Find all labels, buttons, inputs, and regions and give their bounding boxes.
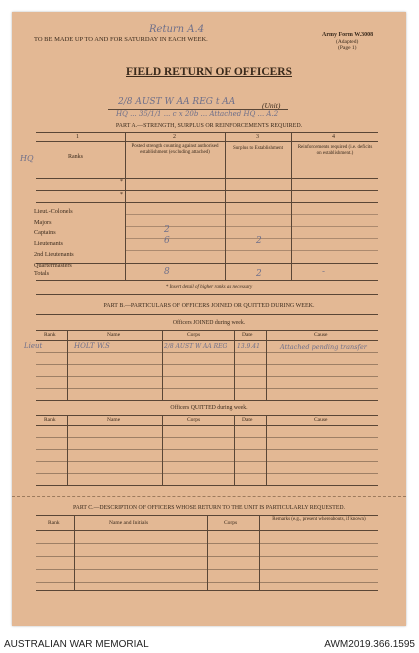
margin-note: HQ	[20, 154, 34, 163]
quitted-header-cause: Cause	[314, 417, 328, 423]
joined-header-cause: Cause	[314, 332, 328, 338]
rank-2nd-lieutenants: 2nd Lieutenants	[34, 251, 74, 258]
col-number-2: 2	[173, 134, 176, 140]
rank-lieut-colonels: Lieut.-Colonels	[34, 208, 73, 215]
joined-date: 13.9.41	[237, 343, 260, 350]
rank-majors: Majors	[34, 219, 52, 226]
part-a-bottom-rule	[36, 294, 378, 295]
part-c-header-name: Name and Initials	[109, 520, 149, 526]
col-header-posted: Posted strength counting against authorised establishment (excluding attached)	[131, 144, 219, 155]
footer-source: AUSTRALIAN WAR MEMORIAL	[4, 639, 149, 650]
joined-corps: 2/8 AUST W AA REG	[164, 343, 228, 350]
form-page: (Page 1)	[338, 45, 357, 51]
part-c-header-rank: Rank	[48, 520, 60, 526]
footer-id: AWM2019.366.1595	[324, 639, 415, 650]
footer-bar	[0, 636, 419, 653]
rank-captains: Captains	[34, 229, 56, 236]
form-adapted: (Adapted)	[336, 39, 359, 45]
asterisk-1: *	[120, 179, 123, 185]
joined-cause: Attached pending transfer	[280, 343, 367, 351]
quitted-header-name: Name	[107, 417, 121, 423]
col-number-1: 1	[76, 134, 79, 140]
joined-header-date: Date	[242, 332, 253, 338]
col-number-4: 4	[332, 134, 335, 140]
joined-header-name: Name	[107, 332, 121, 338]
lieutenants-posted-value: 6	[164, 236, 170, 246]
part-a-title: PART A.—STRENGTH, SURPLUS OR REINFORCEMENTS REQUIRED.	[115, 123, 303, 129]
rank-lieutenants: Lieutenants	[34, 240, 63, 247]
unit-label: (Unit)	[262, 101, 281, 110]
handwritten-top-note: Return A.4	[149, 24, 205, 35]
total-surplus-value: 2	[256, 269, 262, 279]
form-title: FIELD RETURN OF OFFICERS	[125, 66, 293, 78]
part-a-footnote: * Insert detail of higher ranks as necessary	[165, 285, 253, 290]
joined-header-rank: Rank	[44, 332, 56, 338]
col-header-surplus: Surplus to Establishment	[233, 146, 283, 151]
total-reinforcements-value: -	[322, 267, 326, 277]
quitted-header-corps: Corps	[187, 417, 201, 423]
joined-name: HOLT W.S	[74, 342, 110, 350]
lieutenants-surplus-value: 2	[256, 236, 262, 246]
part-c-header-remarks: Remarks (e.g., present whereabouts, if known)	[272, 517, 366, 522]
col-header-ranks: Ranks	[68, 154, 83, 160]
col-number-3: 3	[256, 134, 259, 140]
part-b-top-rule	[36, 314, 378, 315]
form-id: Army Form W.3008	[322, 32, 374, 38]
joined-header-corps: Corps	[187, 332, 201, 338]
rank-quartermasters: Quartermasters	[34, 262, 72, 269]
captains-posted-value: 2	[164, 225, 170, 235]
handwritten-unit: 2/8 AUST W AA REG t AA	[118, 97, 236, 107]
quitted-header-date: Date	[242, 417, 253, 423]
joined-title: Officers JOINED during week.	[172, 320, 246, 326]
totals-label: Totals	[34, 270, 50, 277]
form-instruction: TO BE MADE UP TO AND FOR SATURDAY IN EACH WEEK.	[34, 36, 208, 43]
part-b-title: PART B.—PARTICULARS OF OFFICERS JOINED OR QUITTED DURING WEEK.	[103, 303, 315, 309]
form-page	[12, 12, 406, 626]
col-header-reinforcements: Reinforcements required (i.e. deficits on establishment.)	[297, 145, 373, 156]
joined-rank: Lieut	[24, 342, 43, 350]
part-c-title: PART C.—DESCRIPTION OF OFFICERS WHOSE RETURN TO THE UNIT IS PARTICULARLY REQUESTED.	[72, 505, 346, 511]
asterisk-2: *	[120, 192, 123, 198]
fold-line	[12, 496, 406, 498]
total-posted-value: 8	[164, 267, 170, 277]
part-c-header-corps: Corps	[224, 520, 238, 526]
quitted-header-rank: Rank	[44, 417, 56, 423]
handwritten-hq-line: HQ ... 35/1/1 ... c x 20b ... Attached HQ ... A.2	[116, 110, 279, 118]
quitted-title: Officers QUITTED during week.	[170, 405, 248, 411]
